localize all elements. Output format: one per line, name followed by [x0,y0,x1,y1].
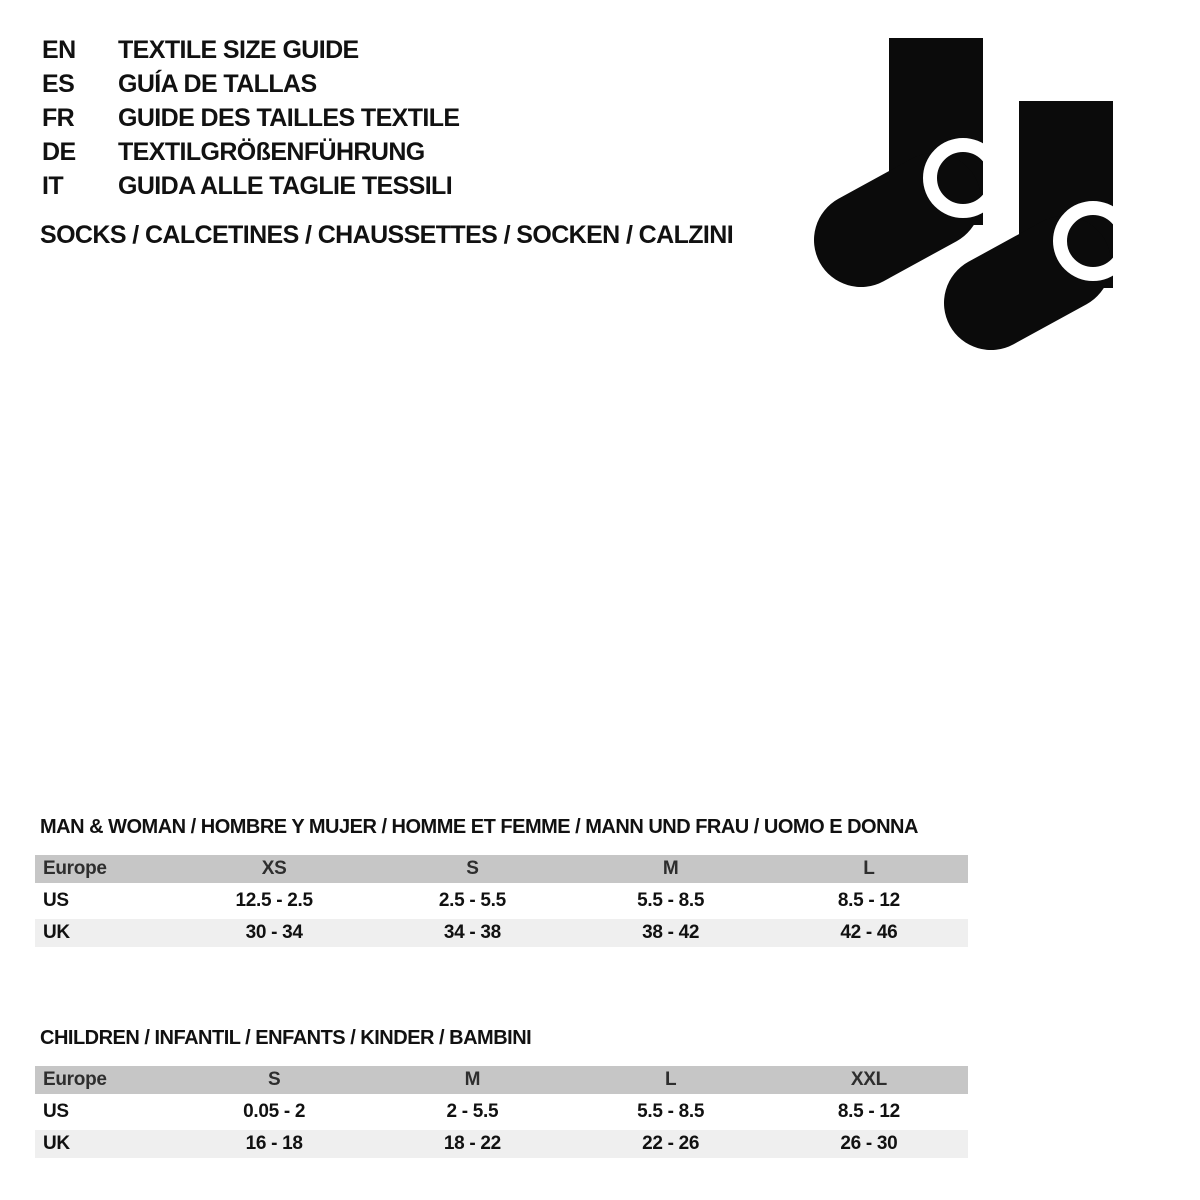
row-value-cell: 34 - 38 [443,922,501,943]
language-code: EN [42,35,76,64]
socks-icon [0,0,1200,400]
table-header-cell: S [267,1069,281,1090]
table-header-cell: L [863,858,875,879]
adult-size-table-title: MAN & WOMAN / HOMBRE Y MUJER / HOMME ET FEMME / MANN UND FRAU / UOMO E DONNA [40,816,918,838]
language-code: IT [42,171,64,200]
row-value-cell: 8.5 - 12 [837,890,900,911]
children-size-table-title: CHILDREN / INFANTIL / ENFANTS / KINDER / BAMBINI [40,1027,532,1049]
table-header-cell: S [466,858,479,879]
row-value-cell: 5.5 - 8.5 [637,890,705,911]
row-label-cell: UK [43,922,70,943]
row-label-cell: US [43,1101,69,1122]
row-value-cell: 16 - 18 [245,1133,303,1154]
language-code: DE [42,137,76,166]
row-label-cell: US [43,890,69,911]
row-value-cell: 18 - 22 [443,1133,501,1154]
row-value-cell: 5.5 - 8.5 [637,1101,705,1122]
table-row [35,1098,968,1126]
language-title: GUÍA DE TALLAS [118,69,317,98]
language-title: TEXTILE SIZE GUIDE [118,35,359,64]
table-header-cell: M [662,858,679,879]
table-row [35,919,968,947]
table-row [35,887,968,915]
row-value-cell: 8.5 - 12 [837,1101,900,1122]
row-value-cell: 12.5 - 2.5 [235,890,313,911]
table-header-cell: Europe [43,1069,107,1090]
row-value-cell: 42 - 46 [840,922,898,943]
table-header-cell: L [664,1069,677,1090]
row-value-cell: 30 - 34 [245,922,303,943]
language-title: GUIDA ALLE TAGLIE TESSILI [118,171,453,200]
language-code: ES [42,69,75,98]
row-label-cell: UK [43,1133,70,1154]
row-value-cell: 2 - 5.5 [446,1101,499,1122]
row-value-cell: 22 - 26 [642,1133,700,1154]
adult-size-table [35,855,968,947]
category-line: SOCKS / CALCETINES / CHAUSSETTES / SOCKEN / CALZINI [40,221,734,249]
language-code: FR [42,103,75,132]
table-header-cell: XXL [850,1069,887,1090]
table-header-cell: M [464,1069,481,1090]
table-header-row [35,1066,968,1094]
table-row [35,1130,968,1158]
row-value-cell: 2.5 - 5.5 [438,890,506,911]
language-title: TEXTILGRÖßENFÜHRUNG [118,137,425,166]
row-value-cell: 0.05 - 2 [243,1101,306,1122]
children-size-section [35,1027,968,1162]
language-title: GUIDE DES TAILLES TEXTILE [118,103,460,132]
children-size-table [35,1066,968,1158]
row-value-cell: 38 - 42 [642,922,700,943]
table-header-cell: Europe [43,858,107,879]
table-header-row [35,855,968,883]
row-value-cell: 26 - 30 [840,1133,898,1154]
table-header-cell: XS [261,858,287,879]
adult-size-section [35,816,968,951]
